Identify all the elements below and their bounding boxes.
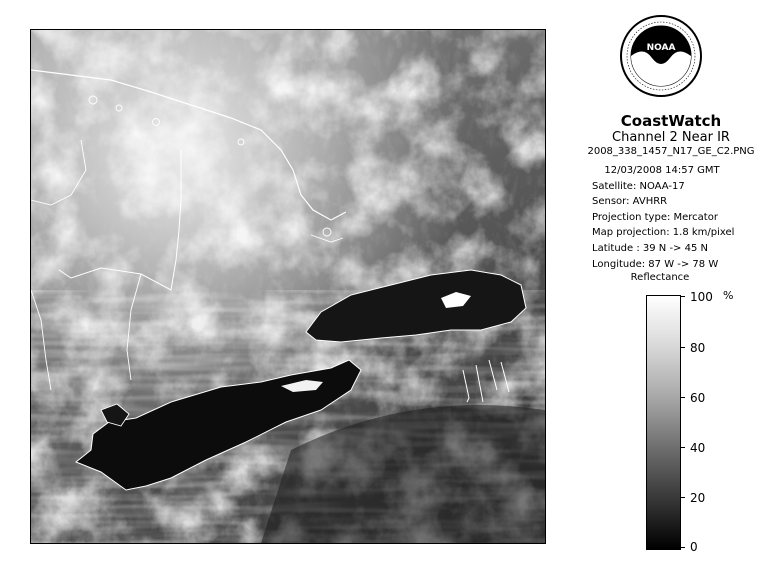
sensor: Sensor: AVHRR (592, 196, 668, 208)
tick-label: 40 (690, 441, 706, 455)
tick-mark (680, 397, 685, 398)
noaa-logo (620, 12, 702, 110)
tick-label: 0 (690, 540, 698, 554)
filename: 2008_338_1457_N17_GE_C2.PNG (587, 146, 755, 157)
tick-mark (680, 347, 685, 348)
legend-unit: % (723, 289, 734, 302)
tick-label: 100 (690, 290, 713, 304)
tick-mark (680, 296, 685, 297)
reflectance-colorbar (646, 295, 681, 550)
image-info (560, 112, 782, 159)
product-title: CoastWatch (620, 112, 722, 130)
projection-type: Projection type: Mercator (592, 211, 718, 223)
longitude: Longitude: 87 W -> 78 W (592, 258, 719, 270)
channel-title: Channel 2 Near IR (612, 130, 730, 145)
tick-label: 20 (690, 491, 706, 505)
satellite: Satellite: NOAA-17 (592, 180, 685, 192)
satellite-map (30, 29, 546, 544)
tick-mark (680, 547, 685, 548)
tick-mark (680, 497, 685, 498)
legend-title: Reflectance (630, 272, 690, 283)
tick-label: 80 (690, 341, 706, 355)
map-canvas (31, 30, 545, 543)
date-time: 12/03/2008 14:57 GMT (604, 165, 720, 176)
svg-text:NOAA: NOAA (646, 43, 676, 53)
metadata-block (592, 163, 782, 272)
latitude: Latitude : 39 N -> 45 N (592, 242, 708, 254)
map-projection: Map projection: 1.8 km/pixel (592, 227, 735, 239)
tick-label: 60 (690, 391, 706, 405)
tick-mark (680, 447, 685, 448)
